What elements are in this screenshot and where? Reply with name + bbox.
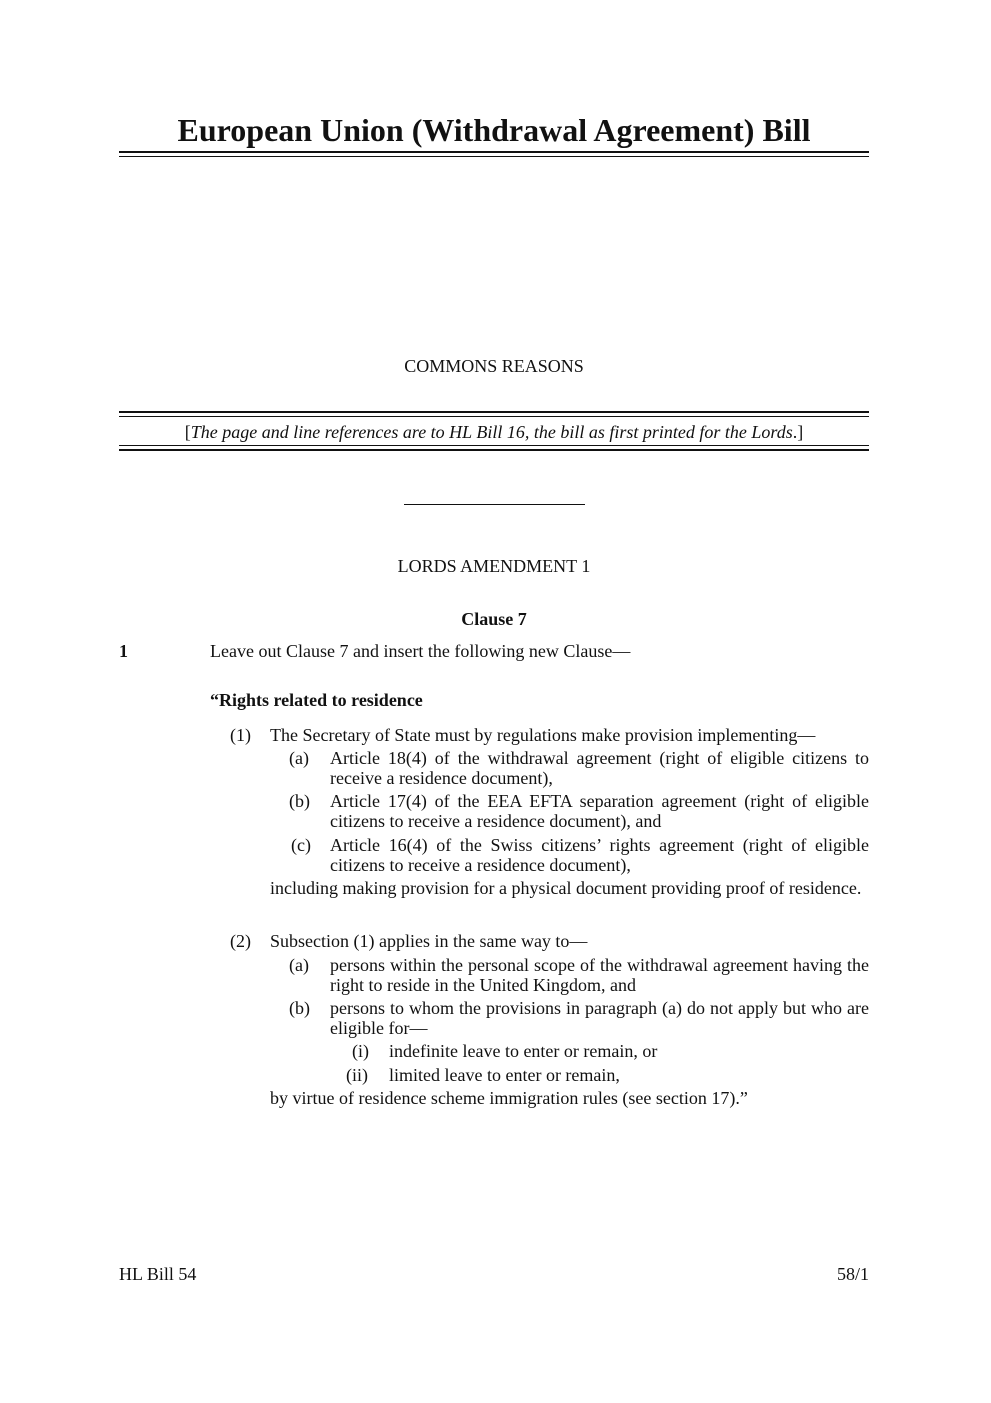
subitem-text: indefinite leave to enter or remain, or bbox=[389, 1041, 658, 1061]
separator-rule bbox=[404, 504, 585, 505]
footer-bill-number: HL Bill 54 bbox=[119, 1264, 197, 1284]
item-text: persons to whom the provisions in paragraph (a) do not apply but who are eligible for— bbox=[330, 998, 869, 1038]
item-number: (c) bbox=[291, 835, 311, 855]
item-number: (b) bbox=[289, 998, 310, 1018]
item-text: Article 16(4) of the Swiss citizens’ rights agreement (right of eligible citizens to receive a residence document), bbox=[330, 835, 869, 875]
subsection-text: Subsection (1) applies in the same way to— bbox=[270, 931, 588, 951]
amendment-heading: LORDS AMENDMENT 1 bbox=[397, 556, 591, 576]
reference-rule-top bbox=[119, 411, 869, 413]
amendment-instruction: Leave out Clause 7 and insert the following new Clause— bbox=[210, 641, 631, 661]
footer-page-reference: 58/1 bbox=[836, 1264, 869, 1284]
new-clause-heading: “Rights related to residence bbox=[210, 690, 423, 710]
subsection-tail: by virtue of residence scheme immigration rules (see section 17).” bbox=[270, 1088, 748, 1108]
title-rule-thin bbox=[119, 156, 869, 157]
item-number: (a) bbox=[289, 748, 309, 768]
subsection-tail: including making provision for a physical document providing proof of residence. bbox=[270, 878, 862, 898]
reference-rule-top-thin bbox=[119, 416, 869, 417]
reference-rule-bottom-thin bbox=[119, 445, 869, 446]
item-number: (b) bbox=[289, 791, 310, 811]
commons-reasons-heading: COMMONS REASONS bbox=[404, 356, 584, 376]
title-rule bbox=[119, 151, 869, 153]
clause-heading: Clause 7 bbox=[461, 609, 527, 629]
subsection-number: (1) bbox=[230, 725, 251, 745]
item-text: persons within the personal scope of the withdrawal agreement having the right to reside in the United Kingdom, and bbox=[330, 955, 869, 995]
subitem-text: limited leave to enter or remain, bbox=[389, 1065, 620, 1085]
item-number: (a) bbox=[289, 955, 309, 975]
subsection-number: (2) bbox=[230, 931, 251, 951]
reference-rule-bottom bbox=[119, 449, 869, 451]
bill-title: European Union (Withdrawal Agreement) Bill bbox=[177, 112, 811, 148]
subitem-number: (i) bbox=[352, 1041, 369, 1061]
reference-note: [The page and line references are to HL Bill 16, the bill as first printed for the Lords.] bbox=[184, 422, 804, 442]
item-text: Article 17(4) of the EEA EFTA separation agreement (right of eligible citizens to receive a residence document), and bbox=[330, 791, 869, 831]
amendment-number: 1 bbox=[119, 641, 128, 661]
subsection-text: The Secretary of State must by regulations make provision implementing— bbox=[270, 725, 816, 745]
item-text: Article 18(4) of the withdrawal agreement (right of eligible citizens to receive a residence document), bbox=[330, 748, 869, 788]
subitem-number: (ii) bbox=[346, 1065, 368, 1085]
